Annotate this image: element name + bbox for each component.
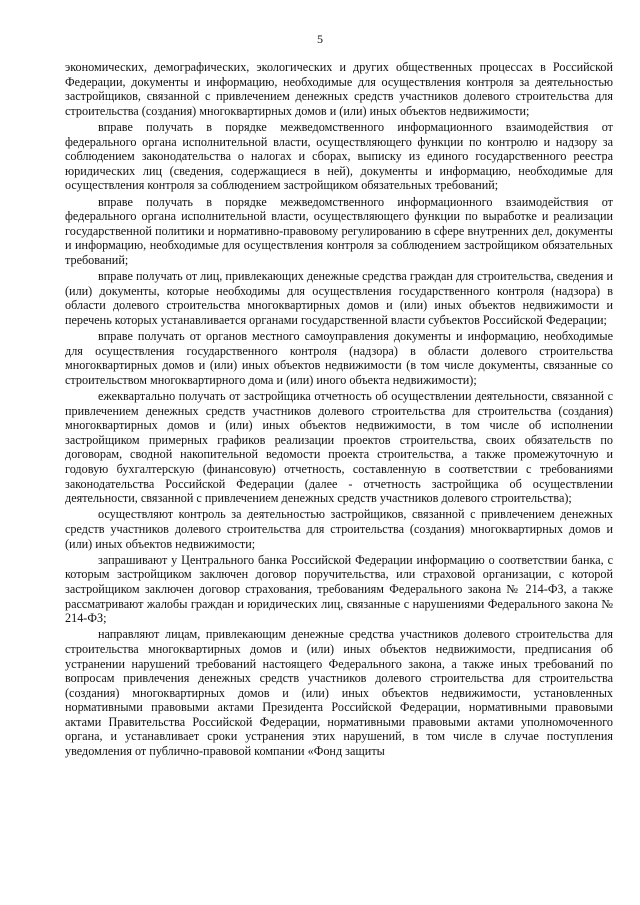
paragraph-developer-documents: вправе получать от лиц, привлекающих денежные средства граждан для строительства, сведения и (или) документы, которые необходимы для осуществления государственного контроля (надзора) в области долевого строительства многоквартирных домов и (или) иных объектов недвижимости и перечень которых устанавливается органами государственной власти субъектов Российской Федерации; bbox=[65, 269, 613, 327]
page-number: 5 bbox=[317, 32, 323, 46]
paragraph-tax-authority-info: вправе получать в порядке межведомственного информационного взаимодействия от федерального органа исполнительной власти, осуществляющего функции по контролю и надзору за соблюдением законодательства о налогах и сборах, выписку из единого государственного реестра юридических лиц (сведения, содержащиеся в ней), документы и информацию, необходимые для осуществления контроля за соблюдением застройщиком обязательных требований; bbox=[65, 119, 613, 193]
paragraph-central-bank-request: запрашивают у Центрального банка Российской Федерации информацию о соответствии банка, с которым застройщиком заключен договор поручительства, или страховой организации, с которой застройщиком заключен договор страхования, требованиям Федерального закона № 214-ФЗ, а также рассматривают жалобы граждан и юридических лиц, связанные с нарушениями Федерального закона № 214-ФЗ; bbox=[65, 552, 613, 626]
document-body bbox=[65, 60, 613, 760]
paragraph-internal-affairs-info: вправе получать в порядке межведомственного информационного взаимодействия от федерального органа исполнительной власти, осуществляющего функции по выработке и реализации государственной политики и нормативно-правовому регулированию в сфере внутренних дел, документы и информацию, необходимые для осуществления контроля за соблюдением застройщиком обязательных требований; bbox=[65, 194, 613, 267]
paragraph-violation-orders: направляют лицам, привлекающим денежные средства участников долевого строительства для строительства многоквартирных домов и (или) иных объектов недвижимости, предписания об устранении нарушений требований настоящего Федерального закона, а также иных требований по вопросам привлечения денежных средств участников долевого строительства для строительства (создания) многоквартирных домов и (или) иных объектов недвижимости, установленных нормативными правовыми актами Президента Российской Федерации, нормативными правовыми актами Правительства Российской Федерации, нормативными правовыми актами уполномоченного органа, и устанавливает сроки устранения этих нарушений, в том числе в случае поступления уведомления от публично-правовой компании «Фонд защиты bbox=[65, 627, 613, 759]
paragraph-quarterly-reporting: ежеквартально получать от застройщика отчетность об осуществлении деятельности, связанной с привлечением денежных средств участников долевого строительства для строительства (создания) многоквартирных домов и (или) иных объектов недвижимости, в том числе об исполнении застройщиком примерных графиков реализации проектов строительства, своих обязательств по договорам, сводной накопительной ведомости проекта строительства, а также промежуточную и годовую бухгалтерскую (финансовую) отчетность, составленную в соответствии с требованиями законодательства Российской Федерации (далее - отчетность застройщика об осуществлении деятельности, связанной с привлечением денежных средств участников долевого строительства); bbox=[65, 389, 613, 506]
paragraph-continuation: экономических, демографических, экологических и других общественных процессах в Российской Федерации, документы и информацию, необходимые для осуществления контроля за деятельностью застройщиков, связанной с привлечением денежных средств участников долевого строительства для строительства (создания) многоквартирных домов и (или) иных объектов недвижимости; bbox=[65, 60, 613, 118]
paragraph-activity-control: осуществляют контроль за деятельностью застройщиков, связанной с привлечением денежных средств участников долевого строительства для строительства (создания) многоквартирных домов и (или) иных объектов недвижимости; bbox=[65, 507, 613, 551]
paragraph-local-government-documents: вправе получать от органов местного самоуправления документы и информацию, необходимые для осуществления государственного контроля (надзора) в области долевого строительства многоквартирных домов и (или) иных объектов недвижимости (в том числе документы, связанные со строительством многоквартирного дома и (или) иного объекта недвижимости); bbox=[65, 329, 613, 387]
